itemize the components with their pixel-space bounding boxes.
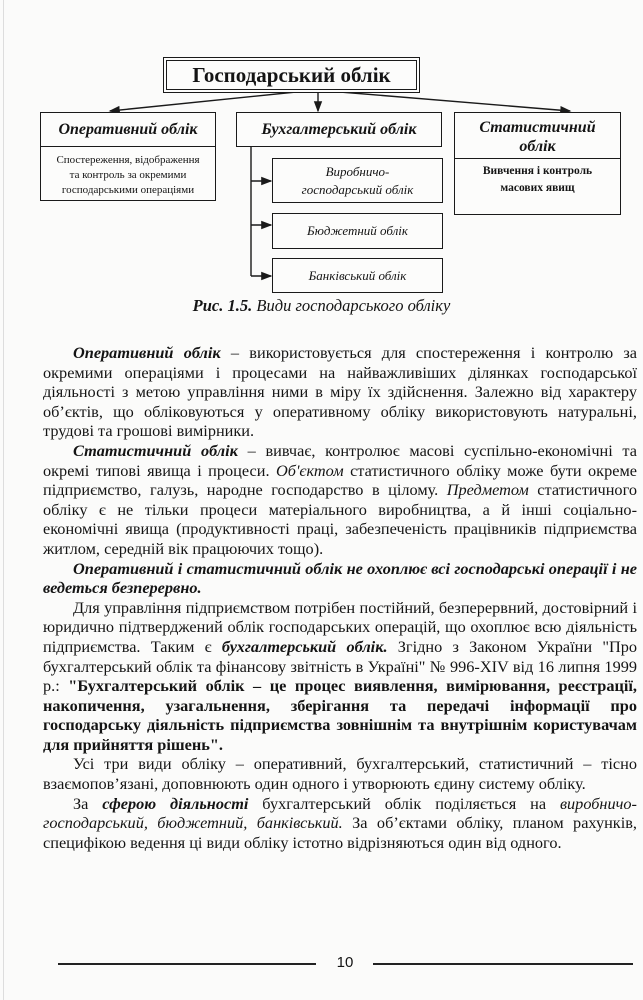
paragraph-coverage-note: Оперативний і статистичний облік не охоплює всі господарські операції і не ведеться безперервно.	[43, 558, 637, 598]
paragraph-sphere: За сферою діяльності бухгалтерський облік поділяється на виробничо-господарський, бюджетний, банківський. За об’єктами обліку, планом рахунків, специфікою ведення ці види обліку істотно відрізняються один від одного.	[43, 793, 637, 852]
paragraph-statistical: Статистичний облік – вивчає, контролює масові суспільно-економічні та окремі типові явища і процеси. Об'єктом статистичного обліку може бути окреме підприємство, галузь, народне господарство в цілому. Предметом статистичного обліку є не тільки процеси матеріального виробництва, а й інші соціально-економічні явища (продуктивності праці, забезпеченість працівників підприємства житлом, середній вік працюючих тощо).	[43, 440, 637, 558]
footer-rule-left	[58, 963, 316, 965]
banking-accounting-box: Банківський облік	[272, 258, 443, 293]
statistical-title: Статистичний облік	[455, 113, 620, 159]
paragraph-three-types: Усі три види обліку – оперативний, бухгалтерський, статистичний – тісно взаємопов’язані, доповнюють один одного і утворюють єдину систему обліку.	[43, 754, 637, 794]
footer-rule-right	[373, 963, 633, 965]
figure-label: Рис. 1.5.	[192, 296, 253, 315]
paragraph-operative: Оперативний облік – використовується для спостереження і контролю за окремими операціями і процесами на найважливіших ділянках господарської діяльності з метою управління ними в міру їх здійснення. Залежно від характеру об’єктів, що обліковуються у оперативному обліку використовують натуральні, трудові та грошові вимірники.	[43, 343, 637, 441]
budget-accounting-box: Бюджетний облік	[272, 213, 443, 249]
production-accounting-box: Виробничо- господарський облік	[272, 158, 443, 203]
accounting-box: Бухгалтерський облік	[236, 112, 442, 147]
arrow-to-operative	[110, 92, 296, 111]
figure-caption	[0, 296, 643, 316]
figure-title: Види господарського обліку	[252, 296, 451, 315]
body-text	[43, 343, 637, 852]
statistical-desc: Вивчення і контроль масових явищ	[482, 165, 593, 194]
root-title: Господарський облік	[192, 62, 391, 87]
operative-box	[40, 112, 216, 201]
page-number: 10	[336, 954, 354, 971]
operative-desc: Спостереження, відображення та контроль за окремими господарськими операціями	[56, 154, 200, 196]
operative-title: Оперативний облік	[41, 113, 215, 147]
statistical-box	[454, 112, 621, 215]
arrow-to-statistical	[340, 92, 570, 111]
paragraph-accounting-definition: Для управління підприємством потрібен постійний, безперервний, достовірний і юридично підтверджений облік господарських операцій, що охоплює всю діяльність підприємства. Таким є бухгалтерський облік. Згідно з Законом України "Про бухгалтерський облік та фінансову звітність в Україні" № 996-XIV від 16 липня 1999 р.: "Бухгалтерський облік – це процес виявлення, вимірювання, реєстрації, накопичення, узагальнення, зберігання та передачі інформації про господарську діяльність підприємства зовнішнім та внутрішнім користувачам для прийняття рішень".	[43, 597, 637, 754]
root-box	[163, 57, 420, 93]
